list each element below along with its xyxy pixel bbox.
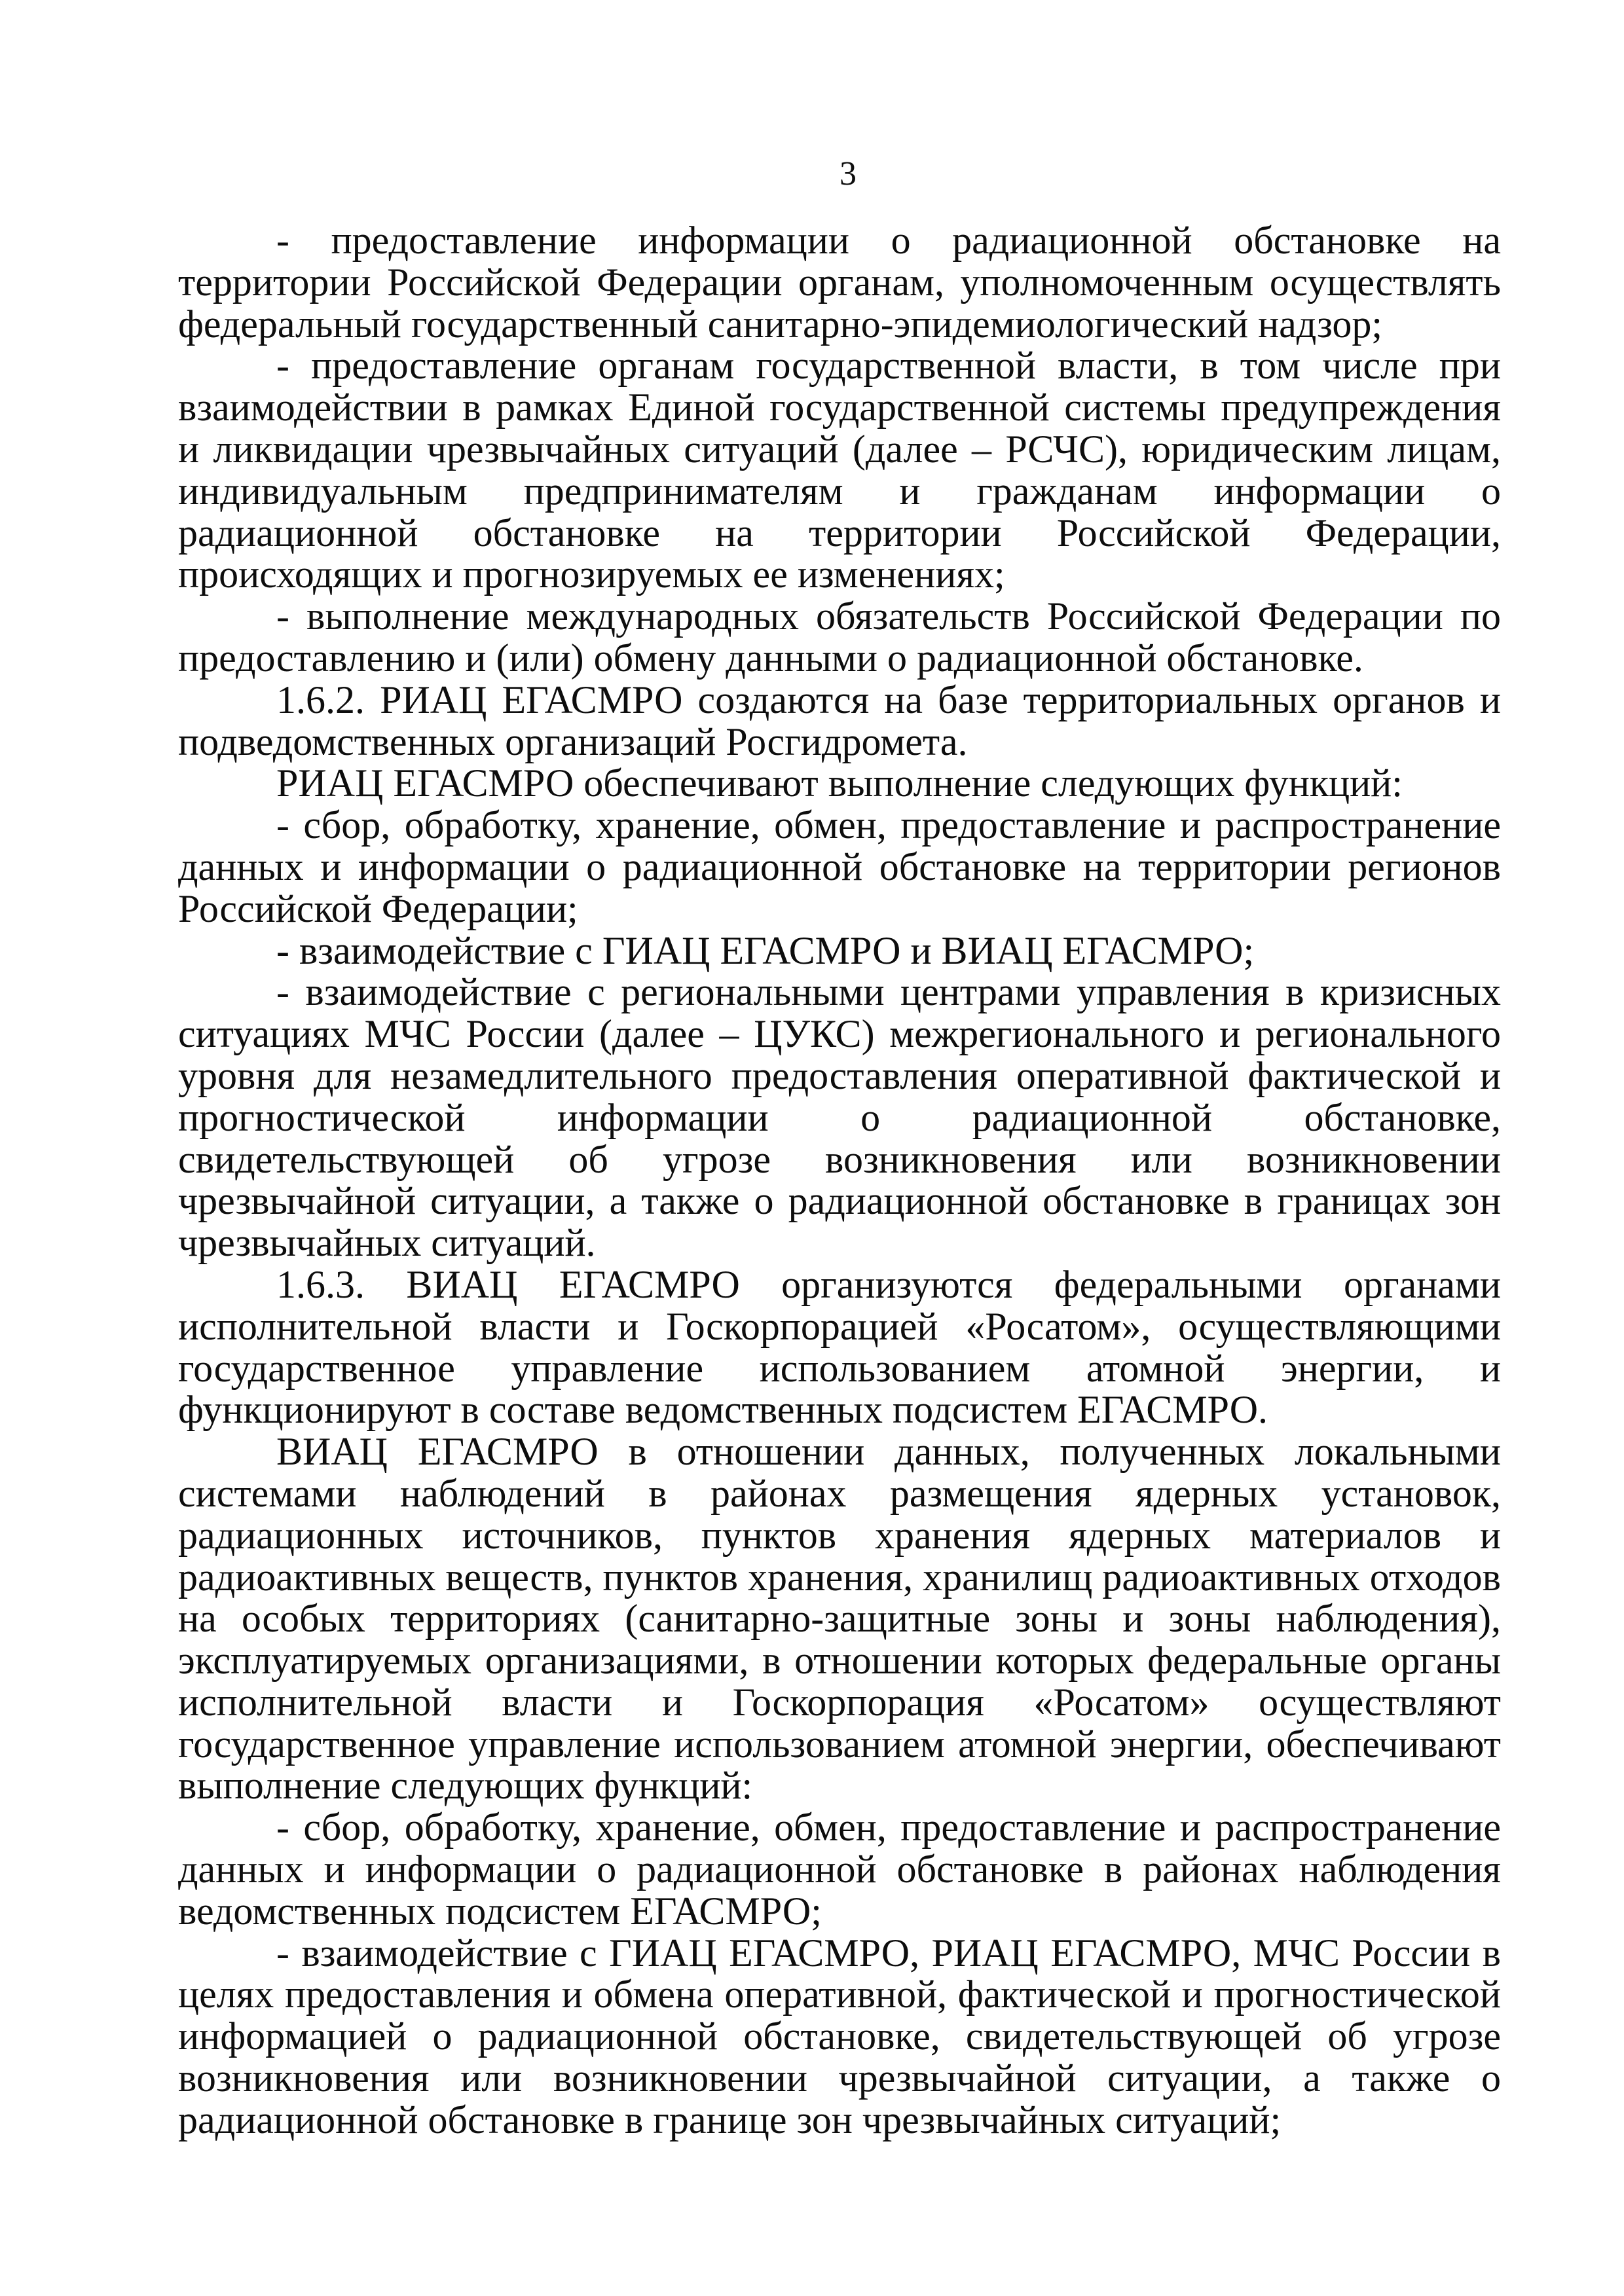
paragraph-5: РИАЦ ЕГАСМРО обеспечивают выполнение следующих функций: [276,761,1403,805]
paragraph-11: - сбор, обработку, хранение, обмен, предоставление и распространение данных и информации о радиационной обстановке в районах наблюдения ведомственных подсистем ЕГАСМРО; [178,1806,1501,1933]
paragraph-8: - взаимодействие с региональными центрами управления в кризисных ситуациях МЧС России (далее – ЦУКС) межрегионального и регионального уровня для незамедлительного предоставления оперативной фактической и прогностической информации о радиационной обстановке, свидетельствующей об угрозе возникновения или возникновении чрезвычайной ситуации, а также о радиационной обстановке в границах зон чрезвычайных ситуаций. [178,970,1501,1265]
paragraph-3: - выполнение международных обязательств Российской Федерации по предоставлению и (или) обмену данными о радиационной обстановке. [178,594,1501,680]
page-number: 3 [840,155,857,192]
paragraph-4: 1.6.2. РИАЦ ЕГАСМРО создаются на базе территориальных органов и подведомственных организаций Росгидромета. [178,678,1501,763]
paragraph-12: - взаимодействие с ГИАЦ ЕГАСМРО, РИАЦ ЕГАСМРО, МЧС России в целях предоставления и обмена оперативной, фактической и прогностической информацией о радиационной обстановке, свидетельствующей об угрозе возникновения или возникновении чрезвычайной ситуации, а также о радиационной обстановке в границе зон чрезвычайных ситуаций; [178,1931,1501,2141]
paragraph-9: 1.6.3. ВИАЦ ЕГАСМРО организуются федеральными органами исполнительной власти и Госкорпорацией «Росатом», осуществляющими государственное управление использованием атомной энергии, и функционируют в составе ведомственных подсистем ЕГАСМРО. [178,1262,1501,1432]
paragraph-7: - взаимодействие с ГИАЦ ЕГАСМРО и ВИАЦ ЕГАСМРО; [276,928,1255,972]
paragraph-10: ВИАЦ ЕГАСМРО в отношении данных, полученных локальными системами наблюдений в районах размещения ядерных установок, радиационных источников, пунктов хранения ядерных материалов и радиоактивных веществ, пунктов хранения, хранилищ радиоактивных отходов на особых территориях (санитарно-защитные зоны и зоны наблюдения), эксплуатируемых организациями, в отношении которых федеральные органы исполнительной власти и Госкорпорация «Росатом» осуществляют государственное управление использованием атомной энергии, обеспечивают выполнение следующих функций: [178,1430,1501,1808]
paragraph-6: - сбор, обработку, хранение, обмен, предоставление и распространение данных и информации о радиационной обстановке на территории регионов Российской Федерации; [178,803,1501,930]
paragraph-2: - предоставление органам государственной власти, в том числе при взаимодействии в рамках Единой государственной системы предупреждения и ликвидации чрезвычайных ситуаций (далее – РСЧС), юридическим лицам, индивидуальным предпринимателям и гражданам информации о радиационной обстановке на территории Российской Федерации, происходящих и прогнозируемых ее изменениях; [178,344,1501,596]
paragraph-1: - предоставление информации о радиационной обстановке на территории Российской Федерации органам, уполномоченным осуществлять федеральный государственный санитарно-эпидемиологический надзор; [178,219,1501,346]
document-body [178,220,1501,2141]
